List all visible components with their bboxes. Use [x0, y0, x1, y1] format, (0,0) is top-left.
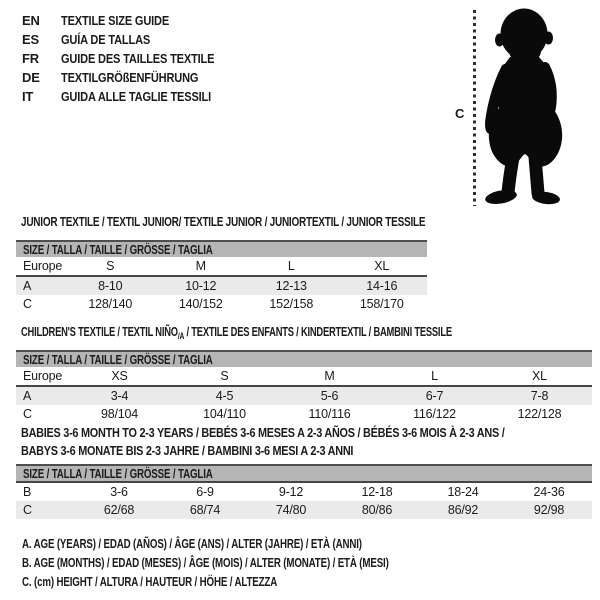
size-cell: 140/152 — [178, 297, 223, 311]
size-cell: XS — [67, 367, 172, 386]
size-cell: 14-16 — [337, 276, 428, 295]
size-header-band — [16, 241, 427, 257]
size-header-row — [16, 241, 427, 257]
size-cell: S — [65, 257, 156, 276]
babies-table-title — [21, 424, 505, 460]
size-cell: L — [246, 257, 337, 276]
babies-size-table — [16, 464, 592, 519]
language-code: DE — [22, 70, 40, 85]
children-title-prefix: CHILDREN'S TEXTILE / TEXTIL NIÑO — [21, 325, 178, 339]
table-row — [16, 482, 592, 501]
language-title-list — [22, 11, 241, 106]
row-label: B — [23, 485, 32, 499]
language-code: IT — [22, 89, 34, 104]
size-header-row — [16, 351, 592, 367]
size-cell: 158/170 — [359, 297, 404, 311]
size-cell: 9-12 — [278, 485, 304, 499]
height-measure-label: C — [455, 106, 465, 121]
size-cell: 86/92 — [420, 501, 506, 519]
language-title: GUÍA DE TALLAS — [61, 32, 151, 47]
size-cell: 4-5 — [172, 386, 277, 405]
size-cell: M — [156, 257, 247, 276]
size-cell: 3-6 — [110, 485, 128, 499]
size-cell: 152/158 — [269, 297, 314, 311]
size-cell: L — [382, 367, 487, 386]
size-header-text: SIZE / TALLA / TAILLE / GRÖSSE / TAGLIA — [23, 352, 213, 367]
size-cell: XL — [337, 257, 428, 276]
size-cell: 10-12 — [156, 276, 247, 295]
size-header-band — [16, 465, 592, 482]
children-table-title — [21, 325, 452, 341]
babies-title-line2: BABYS 3-6 MONATE BIS 2-3 JAHRE / BAMBINI 3-6 MESI A 2-3 ANNI — [21, 444, 354, 458]
row-label: A — [16, 386, 67, 405]
table-row — [16, 276, 427, 295]
toddler-silhouette-icon — [482, 7, 572, 207]
size-cell: 116/122 — [413, 407, 456, 421]
language-row — [22, 49, 241, 68]
table-row — [16, 295, 427, 313]
language-code: EN — [22, 13, 40, 28]
size-header-band — [16, 351, 592, 367]
size-cell: 3-4 — [67, 386, 172, 405]
size-cell: S — [172, 367, 277, 386]
row-label: C — [16, 501, 76, 519]
children-title-suffix: / TEXTILE DES ENFANTS / KINDERTEXTIL / BAMBINI TESSILE — [184, 325, 452, 339]
table-row — [16, 367, 592, 386]
row-label: C — [23, 297, 32, 311]
footnote-a: A. AGE (YEARS) / EDAD (AÑOS) / ÂGE (ANS) / ALTER (JAHRE) / ETÀ (ANNI) — [22, 537, 362, 551]
size-cell: 12-13 — [246, 276, 337, 295]
language-title: GUIDE DES TAILLES TEXTILE — [61, 51, 215, 66]
size-cell: 18-24 — [447, 485, 479, 499]
language-row — [22, 68, 241, 87]
junior-size-table — [16, 240, 427, 313]
row-label: A — [16, 276, 65, 295]
language-row — [22, 87, 241, 106]
table-row — [16, 386, 592, 405]
size-header-text: SIZE / TALLA / TAILLE / GRÖSSE / TAGLIA — [23, 242, 213, 257]
size-cell: 122/128 — [517, 407, 562, 421]
children-title-sub: /A — [177, 331, 185, 341]
size-cell: 68/74 — [162, 501, 248, 519]
height-dotted-line — [473, 10, 476, 206]
size-cell: 6-7 — [382, 386, 487, 405]
footnote-b: B. AGE (MONTHS) / EDAD (MESES) / ÂGE (MOIS) / ALTER (MONATE) / ETÀ (MESI) — [22, 556, 389, 570]
size-cell: M — [277, 367, 382, 386]
size-header-text: SIZE / TALLA / TAILLE / GRÖSSE / TAGLIA — [23, 466, 213, 481]
row-label: Europe — [16, 367, 67, 386]
size-cell: 98/104 — [100, 407, 139, 421]
size-cell: 128/140 — [88, 297, 133, 311]
language-title: GUIDA ALLE TAGLIE TESSILI — [61, 89, 212, 104]
size-cell: XL — [487, 367, 592, 386]
babies-title-line1: BABIES 3-6 MONTH TO 2-3 YEARS / BEBÉS 3-6 MESES A 2-3 AÑOS / BÉBÉS 3-6 MOIS À 2-3 ANS / — [21, 426, 505, 440]
table-row — [16, 501, 592, 519]
row-label: C — [23, 407, 32, 421]
footnote-legend — [22, 537, 492, 594]
language-row — [22, 30, 241, 49]
size-cell: 74/80 — [248, 501, 334, 519]
size-cell: 7-8 — [487, 386, 592, 405]
size-cell: 24-36 — [533, 485, 565, 499]
children-size-table — [16, 350, 592, 423]
row-label: Europe — [16, 257, 65, 276]
size-cell: 6-9 — [196, 485, 214, 499]
language-title: TEXTILE SIZE GUIDE — [61, 13, 170, 28]
size-cell: 62/68 — [76, 501, 162, 519]
table-row — [16, 405, 592, 423]
size-cell: 8-10 — [65, 276, 156, 295]
table-row — [16, 257, 427, 276]
size-header-row — [16, 465, 592, 482]
size-cell: 80/86 — [334, 501, 420, 519]
size-cell: 12-18 — [361, 485, 393, 499]
size-cell: 5-6 — [277, 386, 382, 405]
language-code: ES — [22, 32, 39, 47]
language-title: TEXTILGRÖßENFÜHRUNG — [61, 70, 199, 85]
footnote-c: C. (cm) HEIGHT / ALTURA / HAUTEUR / HÖHE / ALTEZZA — [22, 575, 278, 589]
size-cell: 104/110 — [203, 407, 246, 421]
language-row — [22, 11, 241, 30]
language-code: FR — [22, 51, 39, 66]
junior-table-title: JUNIOR TEXTILE / TEXTIL JUNIOR/ TEXTILE JUNIOR / JUNIORTEXTIL / JUNIOR TESSILE — [21, 215, 426, 229]
size-cell: 110/116 — [308, 407, 351, 421]
size-cell: 92/98 — [506, 501, 592, 519]
